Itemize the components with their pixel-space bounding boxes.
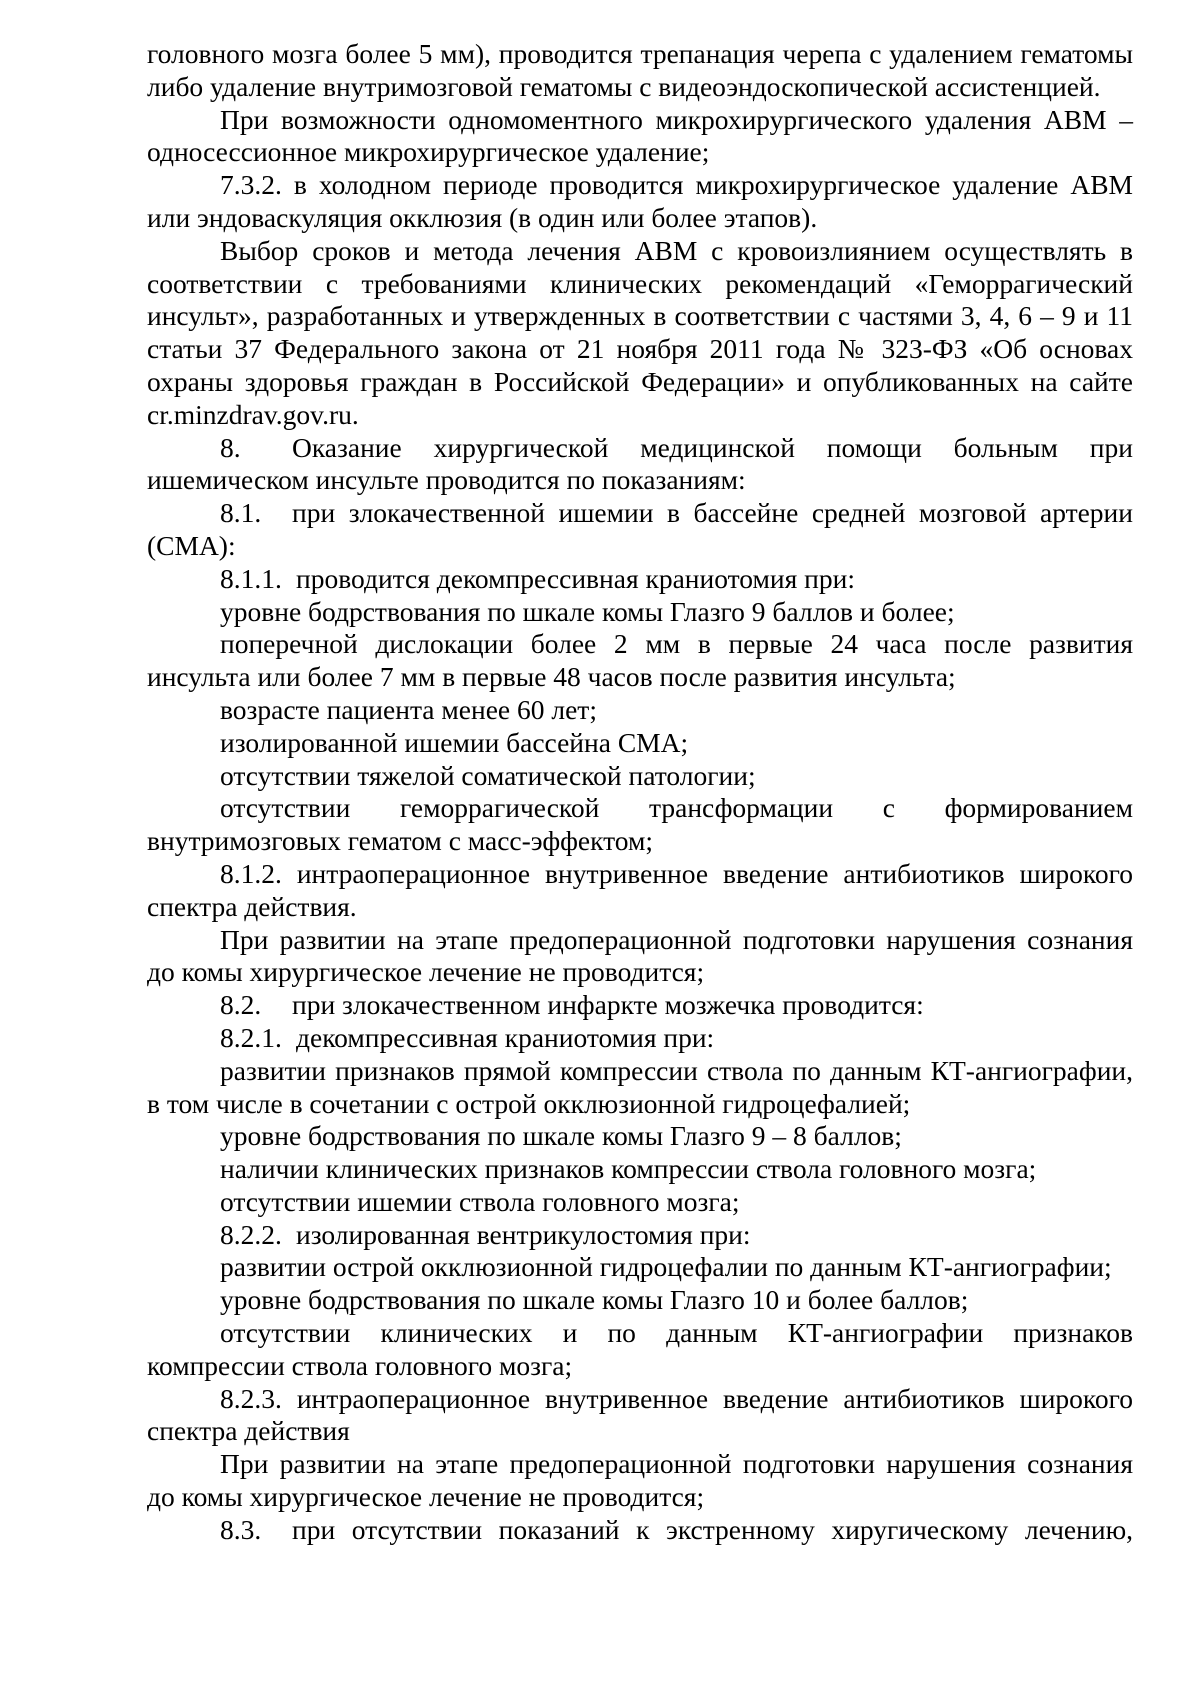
item-number: 8.2.1. bbox=[220, 1021, 282, 1053]
paragraph: уровне бодрствования по шкале комы Глазго 9 баллов и более; bbox=[220, 595, 955, 627]
paragraph: головного мозга более 5 мм), проводится трепанация черепа с удалением гематомы либо удаление внутримозговой гематомы с видеоэндоскопической ассистенцией. bbox=[147, 38, 1133, 102]
paragraph: отсутствии ишемии ствола головного мозга; bbox=[220, 1185, 740, 1217]
paragraph: наличии клинических признаков компрессии ствола головного мозга; bbox=[220, 1153, 1037, 1185]
numbered-paragraph bbox=[147, 432, 1133, 498]
paragraph: отсутствии геморрагической трансформации с формированием внутримозговых гематом с масс-эффектом; bbox=[147, 792, 1133, 857]
paragraph: При возможности одномоментного микрохирургического удаления АВМ – односессионное микрохирургическое удаление; bbox=[147, 103, 1133, 168]
item-text: при злокачественной ишемии в бассейне средней мозговой артерии (СМА): bbox=[147, 497, 1133, 561]
numbered-paragraph bbox=[147, 497, 1133, 563]
numbered-paragraph bbox=[147, 1219, 1133, 1252]
numbered-paragraph bbox=[147, 1022, 1133, 1055]
item-text: Оказание хирургической медицинской помощи больным при ишемическом инсульте проводится по показаниям: bbox=[147, 431, 1133, 496]
paragraph: 8.2.3. интраоперационное внутривенное введение антибиотиков широкого спектра действия bbox=[147, 1382, 1133, 1447]
paragraph: При развитии на этапе предоперационной подготовки нарушения сознания до комы хирургическое лечение не проводится; bbox=[147, 923, 1133, 988]
paragraph: 7.3.2. в холодном периоде проводится микрохирургическое удаление АВМ или эндоваскуляция окклюзия (в один или более этапов). bbox=[147, 169, 1133, 233]
paragraph: возрасте пациента менее 60 лет; bbox=[220, 693, 597, 725]
item-text: декомпрессивная краниотомия при: bbox=[296, 1021, 715, 1053]
paragraph: развитии признаков прямой компрессии ствола по данным КТ-ангиографии, в том числе в сочетании с острой окклюзионной гидроцефалией; bbox=[147, 1054, 1133, 1119]
item-text: проводится декомпрессивная краниотомия при: bbox=[296, 562, 855, 594]
paragraph: Выбор сроков и метода лечения АВМ с кровоизлиянием осуществлять в соответствии с требованиями клинических рекомендаций «Геморрагический инсульт», разработанных и утвержденных в соответствии с частями 3, 4, 6 – 9 и 11 статьи 37 Федерального закона от 21 ноября 2011 года № 323-ФЗ «Об основах охраны здоровья граждан в Российской Федерации» и опубликованных на сайте cr.minzdrav.gov.ru. bbox=[147, 234, 1133, 430]
paragraph: отсутствии клинических и по данным КТ-ангиографии признаков компрессии ствола головного мозга; bbox=[147, 1317, 1133, 1381]
paragraph: При развитии на этапе предоперационной подготовки нарушения сознания до комы хирургическое лечение не проводится; bbox=[147, 1448, 1133, 1513]
numbered-paragraph bbox=[147, 989, 1133, 1022]
item-number: 8.2. bbox=[220, 989, 262, 1021]
item-text: при злокачественном инфаркте мозжечка проводится: bbox=[292, 989, 924, 1021]
item-number: 8.1. bbox=[220, 497, 262, 529]
numbered-paragraph bbox=[147, 563, 1133, 596]
item-number: 8.1.1. bbox=[220, 562, 282, 594]
paragraph: уровне бодрствования по шкале комы Глазго 9 – 8 баллов; bbox=[220, 1120, 902, 1152]
paragraph: уровне бодрствования по шкале комы Глазго 10 и более баллов; bbox=[220, 1284, 969, 1316]
numbered-paragraph bbox=[147, 1514, 1133, 1547]
item-number: 8.3. bbox=[220, 1513, 262, 1545]
item-number: 8. bbox=[220, 431, 241, 463]
paragraph: отсутствии тяжелой соматической патологии; bbox=[220, 759, 756, 791]
paragraph: изолированной ишемии бассейна СМА; bbox=[220, 726, 689, 758]
paragraph: 8.1.2. интраоперационное внутривенное введение антибиотиков широкого спектра действия. bbox=[147, 857, 1133, 922]
item-text: изолированная вентрикулостомия при: bbox=[296, 1218, 751, 1250]
item-number: 8.2.2. bbox=[220, 1218, 282, 1250]
item-text: при отсутствии показаний к экстренному хиругическому лечению, bbox=[292, 1513, 1133, 1545]
document-page bbox=[147, 38, 1133, 1547]
paragraph: поперечной дислокации более 2 мм в первые 24 часа после развития инсульта или более 7 мм в первые 48 часов после развития инсульта; bbox=[147, 628, 1133, 693]
paragraph: развитии острой окклюзионной гидроцефалии по данным КТ-ангиографии; bbox=[220, 1251, 1112, 1283]
